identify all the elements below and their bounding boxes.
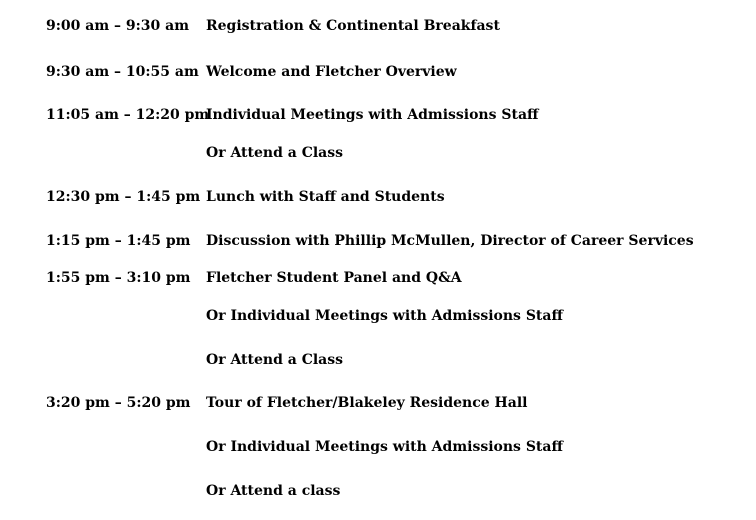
schedule-row — [0, 16, 756, 38]
schedule-row — [0, 481, 756, 503]
activity: Fletcher Student Panel and Q&A — [206, 270, 462, 286]
schedule-row — [0, 393, 756, 415]
time-slot: 9:00 am – 9:30 am — [46, 18, 190, 34]
activity: Or Individual Meetings with Admissions Staff — [206, 439, 563, 455]
schedule-row — [0, 62, 756, 84]
schedule-row — [0, 231, 756, 253]
schedule-row — [0, 105, 756, 127]
time-slot: 3:20 pm – 5:20 pm — [46, 395, 191, 411]
activity: Lunch with Staff and Students — [206, 189, 445, 205]
time-slot: 1:15 pm – 1:45 pm — [46, 233, 191, 249]
time-slot: 1:55 pm – 3:10 pm — [46, 270, 191, 286]
activity: Tour of Fletcher/Blakeley Residence Hall — [206, 395, 528, 411]
time-slot: 9:30 am – 10:55 am — [46, 64, 199, 80]
schedule-row — [0, 437, 756, 459]
time-slot: 11:05 am – 12:20 pm — [46, 107, 210, 123]
activity: Discussion with Phillip McMullen, Director of Career Services — [206, 233, 694, 249]
schedule-row — [0, 143, 756, 165]
activity: Or Attend a Class — [206, 352, 343, 368]
activity: Or Attend a Class — [206, 145, 343, 161]
activity: Or Individual Meetings with Admissions Staff — [206, 308, 563, 324]
activity: Or Attend a class — [206, 483, 341, 499]
time-slot: 12:30 pm – 1:45 pm — [46, 189, 201, 205]
schedule-row — [0, 350, 756, 372]
schedule-row — [0, 187, 756, 209]
activity: Welcome and Fletcher Overview — [206, 64, 457, 80]
activity: Individual Meetings with Admissions Staff — [206, 107, 539, 123]
activity: Registration & Continental Breakfast — [206, 18, 500, 34]
schedule-row — [0, 268, 756, 290]
schedule-row — [0, 306, 756, 328]
